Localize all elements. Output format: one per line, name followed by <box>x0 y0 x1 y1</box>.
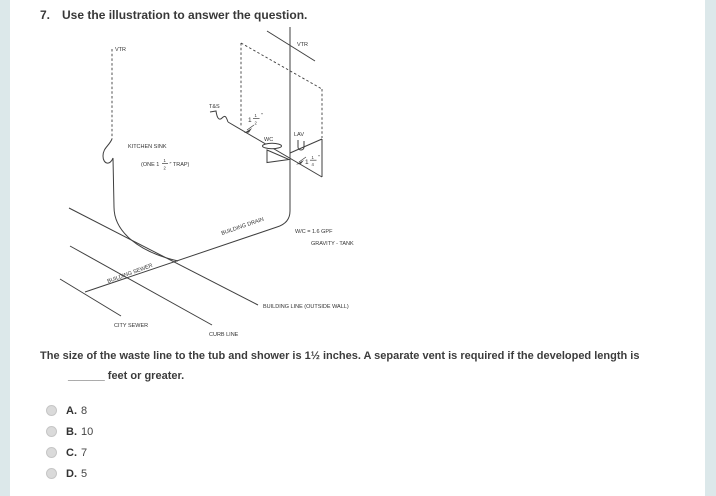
radio-button[interactable] <box>46 426 57 437</box>
vtr-left-label: VTR <box>115 47 126 53</box>
building-sewer-label: BUILDING SEWER <box>106 262 154 285</box>
drain-lines <box>85 27 322 292</box>
kitchen-sink-trap-and-drain <box>103 139 178 261</box>
vent-header-line <box>241 43 322 89</box>
lav-label: LAV <box>294 132 304 138</box>
building-line-label: BUILDING LINE (OUTSIDE WALL) <box>263 304 349 310</box>
building-drain-label: BUILDING DRAIN <box>220 216 265 237</box>
question-text <box>40 349 654 384</box>
answer-option-c[interactable] <box>46 442 93 463</box>
kitchen-trap-numerator: 1 <box>163 158 166 163</box>
option-letter: D. <box>66 467 77 480</box>
diagram-labels <box>107 42 354 338</box>
wc-label: WC <box>264 137 274 143</box>
kitchen-trap-prefix: (ONE 1 <box>141 162 160 168</box>
curb-line <box>70 246 212 325</box>
building-line <box>69 208 258 305</box>
ts-label: T&S <box>209 104 220 110</box>
radio-button[interactable] <box>46 405 57 416</box>
ts-size-whole: 1 <box>248 117 252 124</box>
radio-button[interactable] <box>46 468 57 479</box>
option-value: 5 <box>81 467 88 480</box>
option-letter: C. <box>66 446 77 459</box>
option-value: 7 <box>81 446 88 459</box>
wc-spec-line1: W/C = 1.6 GPF <box>295 229 333 235</box>
lav-vent-connection <box>290 139 322 153</box>
curb-line-label: CURB LINE <box>209 332 239 338</box>
option-letter: A. <box>66 404 77 417</box>
kitchen-trap-denominator: 2 <box>163 165 166 171</box>
question-blank: ______ <box>68 369 105 382</box>
answer-options <box>46 400 93 484</box>
city-sewer-line <box>60 279 121 316</box>
ts-size-denominator: 2 <box>254 120 257 126</box>
answer-option-b[interactable] <box>46 421 93 442</box>
lav-size-denominator: 4 <box>311 162 314 168</box>
lav-size-callout <box>305 155 320 167</box>
option-value: 8 <box>81 404 88 417</box>
answer-option-a[interactable] <box>46 400 93 421</box>
question-line2 <box>68 369 654 384</box>
question-line1: The size of the waste line to the tub and shower is 1½ inches. A separate vent is required if the developed length is <box>40 350 640 362</box>
stack-and-building-sewer <box>85 27 290 292</box>
tub-shower-waste-line <box>228 122 322 177</box>
kitchen-trap-suffix: ″ TRAP) <box>169 162 190 168</box>
ts-size-unit: ″ <box>261 113 263 119</box>
lav-size-unit: ″ <box>318 154 320 161</box>
question-number: 7. <box>40 8 51 22</box>
city-sewer-label: CITY SEWER <box>114 323 149 329</box>
lav-size-numerator: 1 <box>311 154 314 160</box>
answer-option-d[interactable] <box>46 463 93 484</box>
question-instruction: Use the illustration to answer the question. <box>62 8 308 22</box>
radio-button[interactable] <box>46 447 57 458</box>
kitchen-sink-label: KITCHEN SINK <box>128 144 167 150</box>
question-line2-text: feet or greater. <box>107 369 185 382</box>
kitchen-trap-note <box>141 158 190 170</box>
vtr-right-label: VTR <box>297 42 308 48</box>
tub-shower-trap <box>210 111 228 122</box>
lav-size-whole: 1 <box>305 159 309 166</box>
ts-size-numerator: 1 <box>254 113 257 118</box>
wc-spec-line2: GRAVITY - TANK <box>311 241 354 247</box>
ts-size-callout <box>248 113 263 125</box>
wc-closet-flange <box>263 143 282 148</box>
option-value: 10 <box>81 425 94 438</box>
option-letter: B. <box>66 425 77 438</box>
